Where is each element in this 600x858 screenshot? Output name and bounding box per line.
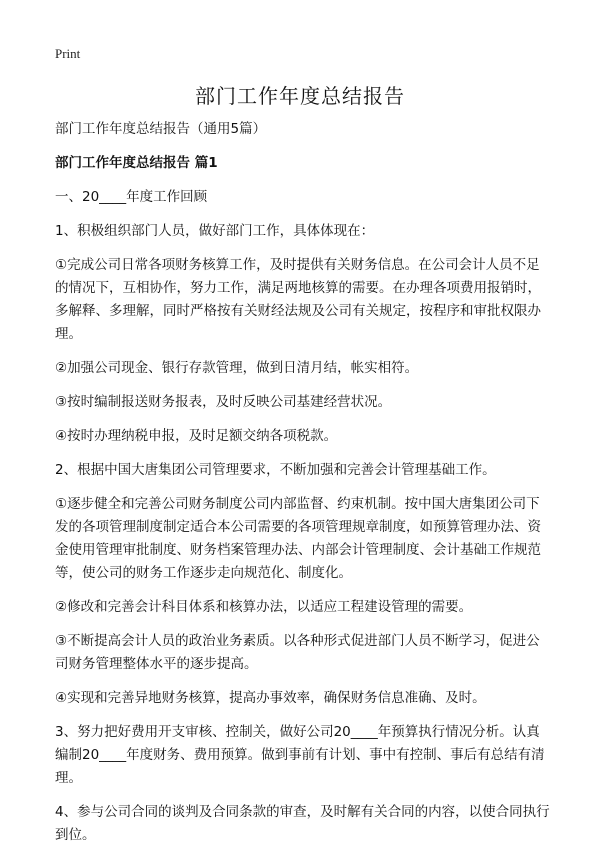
paragraph: 2、根据中国大唐集团公司管理要求，不断加强和完善会计管理基础工作。 <box>55 462 496 478</box>
paragraph: ③不断提高会计人员的政治业务素质。以各种形式促进部门人员不断学习，促进公司财务管理整体水平的逐步提高。 <box>55 633 540 672</box>
document-body <box>55 118 550 858</box>
paragraph: ②加强公司现金、银行存款管理，做到日清月结，帐实相符。 <box>55 360 419 376</box>
paragraph: 一、20____年度工作回顾 <box>55 189 208 205</box>
paragraph: ④实现和完善异地财务核算，提高办事效率，确保财务信息准确、及时。 <box>55 690 486 706</box>
paragraph: ①完成公司日常各项财务核算工作，及时提供有关财务信息。在公司会计人员不足的情况下，互相协作，努力工作，满足两地核算的需要。在办理各项费用报销时，多解释、多理解，同时严格按有关财经法规及公司有关规定，按程序和审批权限办理。 <box>55 257 541 342</box>
paragraph: 4、参与公司合同的谈判及合同条款的审查，及时解有关合同的内容，以使合同执行到位。 <box>55 804 550 843</box>
paragraph: 1、积极组织部门人员，做好部门工作，具体体现在： <box>55 223 375 239</box>
paragraph: ②修改和完善会计科目体系和核算办法，以适应工程建设管理的需要。 <box>55 599 473 615</box>
document-subtitle: 部门工作年度总结报告（通用5篇） <box>55 121 267 137</box>
print-link[interactable]: Print <box>55 46 81 61</box>
page-title: 部门工作年度总结报告 <box>195 84 405 108</box>
paragraph: 3、努力把好费用开支审核、控制关，做好公司20____年预算执行情况分析。认真编制20____年度财务、费用预算。做到事前有计划、事中有控制、事后有总结有清理。 <box>55 724 545 786</box>
paragraph: ③按时编制报送财务报表，及时反映公司基建经营状况。 <box>55 394 392 410</box>
section-heading: 部门工作年度总结报告 篇1 <box>55 155 218 171</box>
paragraph: ①逐步健全和完善公司财务制度公司内部监督、约束机制。按中国大唐集团公司下发的各项管理制度制定适合本公司需要的各项管理规章制度，如预算管理办法、资金使用管理审批制度、财务档案管理办法、内部会计管理制度、会计基础工作规范等，使公司的财务工作逐步走向规范化、制度化。 <box>55 496 541 581</box>
paragraph: ④按时办理纳税申报，及时足额交纳各项税款。 <box>55 428 338 444</box>
